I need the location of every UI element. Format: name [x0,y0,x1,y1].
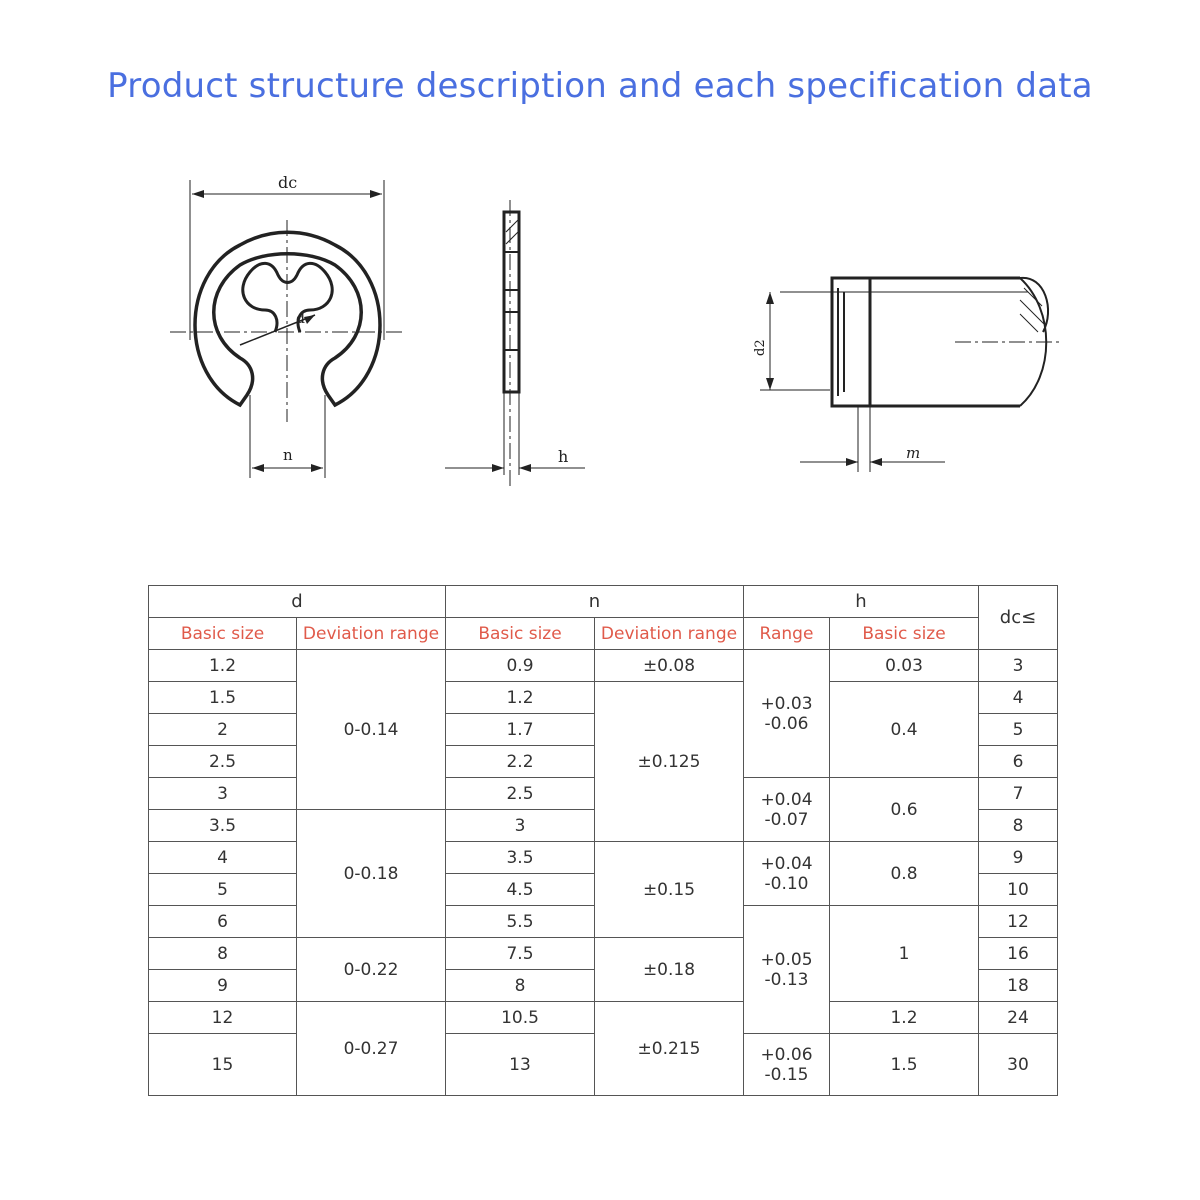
cell-h-range [744,906,830,1034]
table-header-row [149,586,1058,618]
h-range-lower: -0.15 [764,1064,809,1085]
cell-d-basic: 3.5 [149,810,297,842]
cell-d-deviation: 0-0.22 [297,938,446,1002]
cell-h-range [744,1034,830,1096]
h-range-upper: +0.05 [760,949,813,970]
cell-n-basic: 2.5 [446,778,595,810]
subheader-h-range: Range [744,618,830,650]
cell-d-basic: 5 [149,874,297,906]
h-range-upper: +0.06 [760,1044,813,1065]
h-range-lower: -0.07 [764,809,809,830]
e-clip-front-view [170,180,402,478]
cell-d-basic: 8 [149,938,297,970]
h-range-upper: +0.03 [760,693,813,714]
cell-dc: 30 [979,1034,1058,1096]
h-range-lower: -0.13 [764,969,809,990]
cell-n-deviation: ±0.125 [595,682,744,842]
label-m: m [906,444,921,462]
cell-h-range [744,778,830,842]
label-n: n [283,446,293,464]
cell-d-basic: 6 [149,906,297,938]
cell-d-basic: 9 [149,970,297,1002]
cell-dc: 16 [979,938,1058,970]
cell-n-basic: 0.9 [446,650,595,682]
table-row [149,842,1058,874]
subheader-n-basic: Basic size [446,618,595,650]
cell-dc: 12 [979,906,1058,938]
cell-n-basic: 4.5 [446,874,595,906]
cell-n-basic: 7.5 [446,938,595,970]
cell-d-basic: 1.2 [149,650,297,682]
cell-n-basic: 3.5 [446,842,595,874]
subheader-d-basic: Basic size [149,618,297,650]
cell-h-basic: 1 [830,906,979,1002]
cell-h-basic: 0.4 [830,682,979,778]
cell-h-basic: 0.03 [830,650,979,682]
cell-h-basic: 1.5 [830,1034,979,1096]
subheader-d-deviation: Deviation range [297,618,446,650]
cell-n-basic: 2.2 [446,746,595,778]
header-n: n [446,586,744,618]
cell-d-deviation: 0-0.14 [297,650,446,810]
cell-dc: 10 [979,874,1058,906]
cell-n-deviation: ±0.215 [595,1002,744,1096]
header-dc: dc≤ [979,586,1058,650]
label-h: h [558,447,569,466]
h-range-lower: -0.10 [764,873,809,894]
cell-n-basic: 1.2 [446,682,595,714]
cell-n-basic: 13 [446,1034,595,1096]
table-subheader-row [149,618,1058,650]
h-range-upper: +0.04 [760,789,813,810]
cell-n-basic: 1.7 [446,714,595,746]
label-d: d [296,311,305,327]
h-range-upper: +0.04 [760,853,813,874]
cell-h-range [744,842,830,906]
table-row [149,650,1058,682]
cell-h-basic: 0.6 [830,778,979,842]
cell-d-basic: 2.5 [149,746,297,778]
cell-n-basic: 10.5 [446,1002,595,1034]
page-title: Product structure description and each specification data [107,66,1093,106]
cell-dc: 5 [979,714,1058,746]
specification-table [148,585,1058,1096]
cell-dc: 4 [979,682,1058,714]
table-row [149,682,1058,714]
cell-d-basic: 2 [149,714,297,746]
label-dc: dc [278,173,298,192]
cell-dc: 3 [979,650,1058,682]
cell-h-range [744,650,830,778]
table-row [149,1002,1058,1034]
cell-d-deviation: 0-0.27 [297,1002,446,1096]
cell-n-basic: 3 [446,810,595,842]
cell-dc: 9 [979,842,1058,874]
header-d: d [149,586,446,618]
cell-dc: 18 [979,970,1058,1002]
cell-dc: 6 [979,746,1058,778]
cell-h-basic: 0.8 [830,842,979,906]
cell-dc: 8 [979,810,1058,842]
cell-d-basic: 15 [149,1034,297,1096]
e-clip-technical-drawing [140,160,1100,520]
cell-d-basic: 3 [149,778,297,810]
cell-d-basic: 1.5 [149,682,297,714]
cell-dc: 7 [979,778,1058,810]
cell-n-deviation: ±0.15 [595,842,744,938]
cell-d-basic: 12 [149,1002,297,1034]
subheader-n-deviation: Deviation range [595,618,744,650]
h-range-lower: -0.06 [764,713,809,734]
cell-n-basic: 8 [446,970,595,1002]
cell-n-basic: 5.5 [446,906,595,938]
header-h: h [744,586,979,618]
shaft-groove-view [760,278,1060,472]
label-d2: d2 [753,339,768,356]
cell-n-deviation: ±0.18 [595,938,744,1002]
cell-h-basic: 1.2 [830,1002,979,1034]
cell-d-deviation: 0-0.18 [297,810,446,938]
cell-n-deviation: ±0.08 [595,650,744,682]
subheader-h-basic: Basic size [830,618,979,650]
cell-dc: 24 [979,1002,1058,1034]
cell-d-basic: 4 [149,842,297,874]
